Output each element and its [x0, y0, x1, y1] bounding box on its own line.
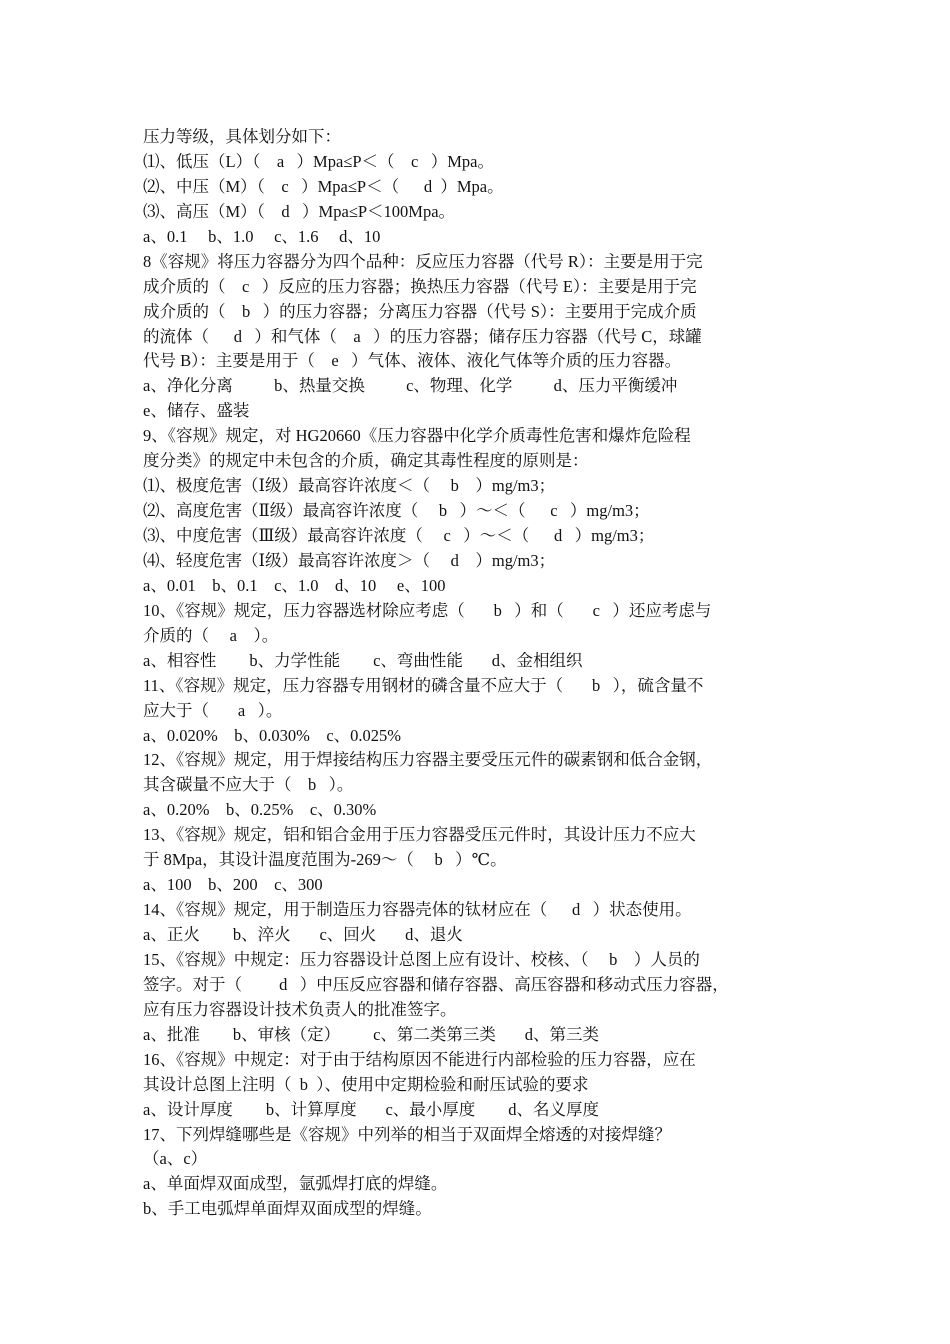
- text-line: 13、《容规》规定，铝和铝合金用于压力容器受压元件时，其设计压力不应大: [143, 825, 696, 845]
- text-line: a、净化分离 b、热量交换 c、物理、化学 d、压力平衡缓冲: [143, 376, 678, 396]
- text-line: a、0.020% b、0.030% c、0.025%: [143, 725, 402, 745]
- text-line: 14、《容规》规定，用于制造压力容器壳体的钛材应在（ d ）状态使用。: [143, 900, 692, 920]
- text-line: a、0.20% b、0.25% c、0.30%: [143, 800, 377, 820]
- document-body: [143, 125, 813, 1222]
- text-line: （a、c）: [143, 1149, 208, 1169]
- text-line: 其设计总图上注明（ b ）、使用中定期检验和耐压试验的要求: [143, 1074, 589, 1094]
- text-line: 代号 B）：主要是用于（ e ）气体、液体、液化气体等介质的压力容器。: [143, 351, 682, 371]
- text-line: a、设计厚度 b、计算厚度 c、最小厚度 d、名义厚度: [143, 1099, 600, 1119]
- text-line: ⑵、中压（M）（ c ）Mpa≤P＜（ d ）Mpa。: [143, 176, 504, 196]
- text-line: 于 8Mpa，其设计温度范围为-269～（ b ）℃。: [143, 850, 507, 870]
- text-line: 应有压力容器设计技术负责人的批准签字。: [143, 999, 457, 1019]
- text-line: 12、《容规》规定，用于焊接结构压力容器主要受压元件的碳素钢和低合金钢，: [143, 750, 713, 770]
- text-line: ⑷、轻度危害（Ⅰ级）最高容许浓度＞（ d ）mg/m3；: [143, 550, 556, 570]
- text-line: 9、《容规》规定，对 HG20660《压力容器中化学介质毒性危害和爆炸危险程: [143, 426, 691, 446]
- text-line: 17、下列焊缝哪些是《容规》中列举的相当于双面焊全熔透的对接焊缝？: [143, 1124, 671, 1144]
- text-line: 成介质的（ c ）反应的压力容器；换热压力容器（代号 E）：主要是用于完: [143, 276, 697, 296]
- text-line: 8《容规》将压力容器分为四个品种：反应压力容器（代号 R）：主要是用于完: [143, 251, 703, 271]
- text-line: a、100 b、200 c、300: [143, 875, 323, 895]
- text-line: a、正火 b、淬火 c、回火 d、退火: [143, 925, 463, 944]
- text-line: ⑵、高度危害（Ⅱ级）最高容许浓度（ b ）～＜（ c ）mg/m3；: [143, 501, 650, 521]
- text-line: ⑴、极度危害（Ⅰ级）最高容许浓度＜（ b ）mg/m3；: [143, 476, 556, 496]
- text-line: 签字。对于（ d ）中压反应容器和储存容器、高压容器和移动式压力容器，: [143, 974, 729, 994]
- text-line: ⑶、高压（M）（ d ）Mpa≤P＜100Mpa。: [143, 201, 456, 221]
- text-line: 的流体（ d ）和气体（ a ）的压力容器；储存压力容器（代号 C，球罐: [143, 326, 702, 346]
- text-line: a、0.01 b、0.1 c、1.0 d、10 e、100: [143, 575, 446, 595]
- text-line: a、批准 b、审核（定） c、第二类第三类 d、第三类: [143, 1024, 600, 1044]
- text-line: 应大于（ a ）。: [143, 700, 283, 720]
- text-line: 度分类》的规定中未包含的介质，确定其毒性程度的原则是：: [143, 451, 589, 471]
- text-line: 15、《容规》中规定：压力容器设计总图上应有设计、校核、（ b ）人员的: [143, 949, 700, 969]
- text-line: e、储存、盛装: [143, 401, 250, 421]
- text-line: a、相容性 b、力学性能 c、弯曲性能 d、金相组织: [143, 650, 583, 670]
- text-line: b、手工电弧焊单面焊双面成型的焊缝。: [143, 1199, 432, 1219]
- text-line: 压力等级，具体划分如下：: [143, 127, 341, 146]
- text-line: 11、《容规》规定，压力容器专用钢材的磷含量不应大于（ b ），硫含量不: [143, 675, 704, 695]
- text-line: ⑶、中度危害（Ⅲ级）最高容许浓度（ c ）～＜（ d ）mg/m3；: [143, 526, 655, 545]
- text-line: a、单面焊双面成型，氩弧焊打底的焊缝。: [143, 1174, 448, 1194]
- text-line: ⑴、低压（L）（ a ）Mpa≤P＜（ c ）Mpa。: [143, 151, 494, 171]
- text-line: 成介质的（ b ）的压力容器；分离压力容器（代号 S）：主要用于完成介质: [143, 301, 697, 321]
- text-line: 10、《容规》规定，压力容器选材除应考虑（ b ）和（ c ）还应考虑与: [143, 600, 712, 620]
- text-line: 其含碳量不应大于（ b ）。: [143, 775, 354, 795]
- text-line: 16、《容规》中规定：对于由于结构原因不能进行内部检验的压力容器，应在: [143, 1049, 696, 1069]
- text-line: a、0.1 b、1.0 c、1.6 d、10: [143, 226, 381, 246]
- text-line: 介质的（ a ）。: [143, 625, 279, 645]
